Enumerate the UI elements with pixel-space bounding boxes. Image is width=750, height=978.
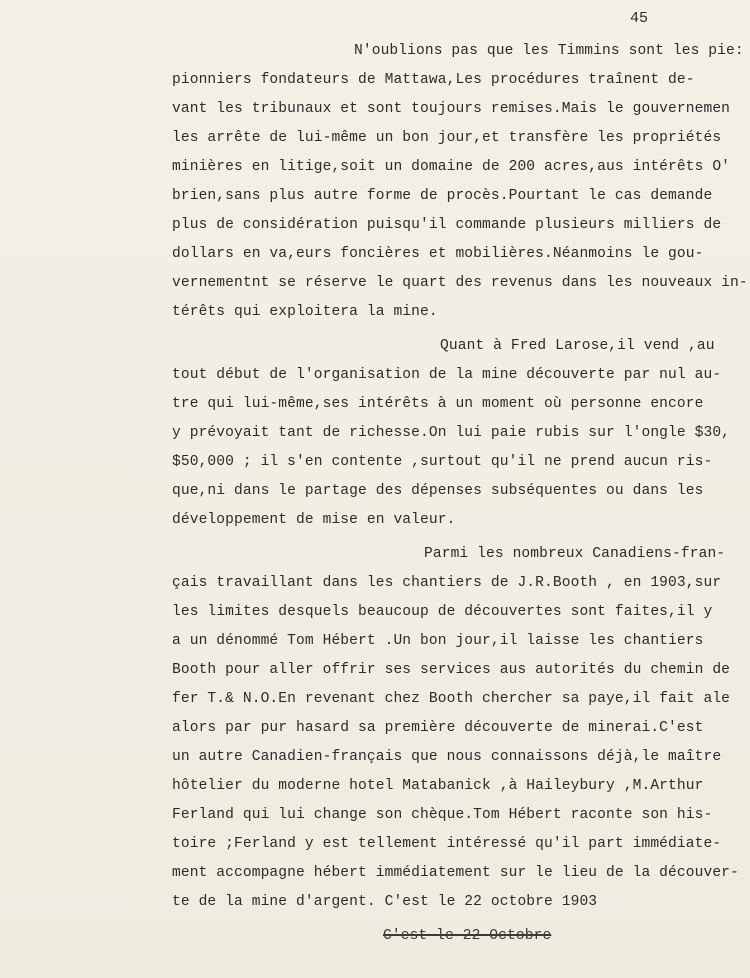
body-text [0,37,750,951]
line-text: N'oublions pas que les Timmins sont les pie: [354,43,744,59]
line-text: les arrête de lui-même un bon jour,et transfère les propriétés [172,130,722,146]
page-number: 45 [630,10,649,27]
line-text: vernementnt se réserve le quart des revenus dans les nouveaux in- [172,275,748,291]
line-text: développement de mise en valeur. [172,512,456,528]
text-line [0,569,750,598]
line-text: y prévoyait tant de richesse.On lui paie rubis sur l'ongle $30, [172,425,731,441]
text-line [0,714,750,743]
line-text: tre qui lui-même,ses intérêts à un moment où personne encore [172,396,704,412]
line-text: çais travaillant dans les chantiers de J.R.Booth , en 1903,sur [172,575,722,591]
text-line [0,506,750,535]
text-line [0,153,750,182]
line-text: Quant à Fred Larose,il vend ,au [440,338,715,354]
line-text: dollars en va,eurs foncières et mobilières.Néanmoins le gou- [172,246,704,262]
text-line [0,332,750,361]
text-line [0,772,750,801]
line-text: brien,sans plus autre forme de procès.Pourtant le cas demande [172,188,713,204]
text-line [0,627,750,656]
text-line [0,888,750,917]
text-line [0,298,750,327]
text-line [0,37,750,66]
line-text: C'est le 22 Octobre [383,928,552,944]
text-line [0,419,750,448]
line-text: que,ni dans le partage des dépenses subséquentes ou dans les [172,483,704,499]
line-text: pionniers fondateurs de Mattawa,Les procédures traînent de- [172,72,695,88]
text-line [0,124,750,153]
text-line [0,361,750,390]
line-text: alors par pur hasard sa première découverte de minerai.C'est [172,720,704,736]
text-line [0,743,750,772]
line-text: plus de considération puisqu'il commande plusieurs milliers de [172,217,722,233]
line-text: minières en litige,soit un domaine de 200 acres,aus intérêts O' [172,159,731,175]
line-text: tout début de l'organisation de la mine découverte par nul au- [172,367,722,383]
line-text: un autre Canadien-français que nous connaissons déjà,le maître [172,749,722,765]
text-line [0,540,750,569]
line-text: te de la mine d'argent. C'est le 22 octobre 1903 [172,894,598,910]
line-text: Ferland qui lui change son chèque.Tom Hébert raconte son his- [172,807,713,823]
line-text: les limites desquels beaucoup de découvertes sont faites,il y [172,604,713,620]
text-line [0,448,750,477]
text-line [0,211,750,240]
line-text: Booth pour aller offrir ses services aus autorités du chemin de [172,662,731,678]
line-text: hôtelier du moderne hotel Matabanick ,à Haileybury ,M.Arthur [172,778,704,794]
text-line [0,95,750,124]
text-line [0,240,750,269]
line-text: vant les tribunaux et sont toujours remises.Mais le gouvernemen [172,101,731,117]
line-text: térêts qui exploitera la mine. [172,304,438,320]
text-line [0,859,750,888]
text-line [0,477,750,506]
line-text: toire ;Ferland y est tellement intéressé qu'il part immédiate- [172,836,722,852]
text-line [0,598,750,627]
text-line [0,66,750,95]
line-text: $50,000 ; il s'en contente ,surtout qu'il ne prend aucun ris- [172,454,713,470]
text-line [0,830,750,859]
struck-line [0,922,750,951]
text-line [0,685,750,714]
line-text: fer T.& N.O.En revenant chez Booth chercher sa paye,il fait ale [172,691,731,707]
line-text: Parmi les nombreux Canadiens-fran- [424,546,726,562]
line-text: a un dénommé Tom Hébert .Un bon jour,il laisse les chantiers [172,633,704,649]
line-text: ment accompagne hébert immédiatement sur le lieu de la découver- [172,865,739,881]
text-line [0,656,750,685]
text-line [0,390,750,419]
text-line [0,801,750,830]
text-line [0,182,750,211]
text-line [0,269,750,298]
